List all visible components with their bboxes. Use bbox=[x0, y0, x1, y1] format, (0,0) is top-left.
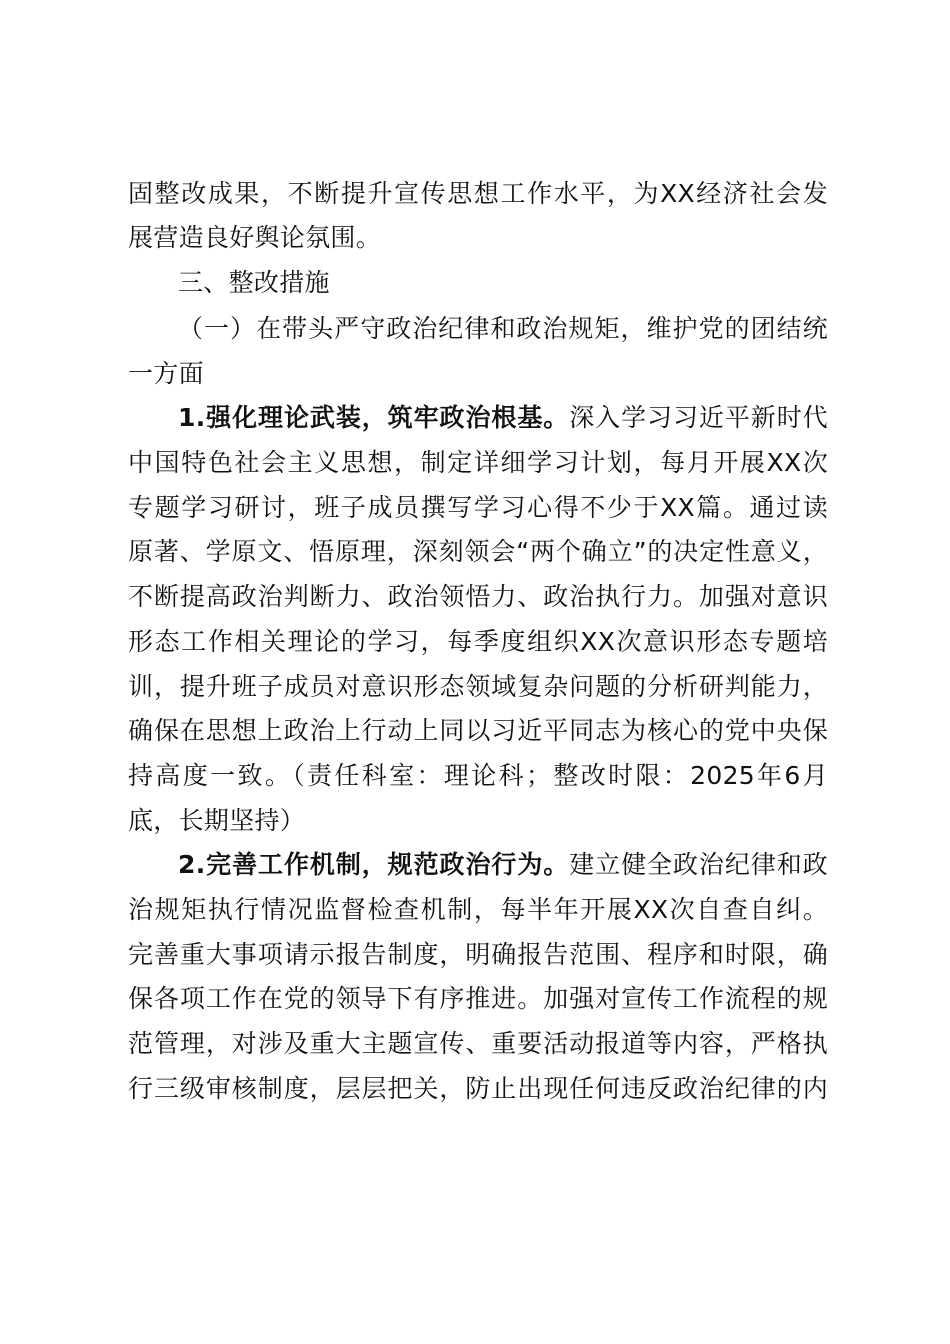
body-text-line: 专题学习研讨，班子成员撰写学习心得不少于XX篇。通过读 bbox=[128, 493, 828, 522]
body-text-line: 形态工作相关理论的学习，每季度组织XX次意识形态专题培 bbox=[128, 627, 828, 656]
body-text-line: 治规矩执行情况监督检查机制，每半年开展XX次自查自纠。 bbox=[128, 895, 828, 924]
body-text-line: 固整改成果，不断提升宣传思想工作水平，为XX经济社会发 bbox=[128, 179, 828, 208]
body-text-line: 行三级审核制度，层层把关，防止出现任何违反政治纪律的内 bbox=[128, 1074, 828, 1103]
body-text-line: 底，长期坚持） bbox=[128, 806, 306, 835]
paragraph-1-lead: 1.强化理论武装，筑牢政治根基。 bbox=[178, 403, 570, 432]
subsection-heading-cont: 一方面 bbox=[128, 359, 204, 388]
paragraph-1-first-line bbox=[178, 398, 828, 438]
subsection-heading: （一）在带头严守政治纪律和政治规矩，维护党的团结统 bbox=[178, 314, 828, 343]
body-text-line: 不断提高政治判断力、政治领悟力、政治执行力。加强对意识 bbox=[128, 582, 828, 611]
body-text-line: 持高度一致。（责任科室：理论科；整改时限：2025年6月 bbox=[128, 761, 828, 790]
body-text-line: 确保在思想上政治上行动上同以习近平同志为核心的党中央保 bbox=[128, 716, 828, 745]
paragraph-2-lead: 2.完善工作机制，规范政治行为。 bbox=[178, 850, 570, 879]
paragraph-1-text: 深入学习习近平新时代 bbox=[569, 403, 828, 432]
body-text-line: 展营造良好舆论氛围。 bbox=[128, 223, 382, 252]
body-text-line: 原著、学原文、悟原理，深刻领会“两个确立”的决定性意义， bbox=[128, 537, 828, 566]
body-text-line: 中国特色社会主义思想，制定详细学习计划，每月开展XX次 bbox=[128, 448, 828, 477]
body-text-line: 范管理，对涉及重大主题宣传、重要活动报道等内容，严格执 bbox=[128, 1029, 828, 1058]
section-heading: 三、整改措施 bbox=[178, 268, 330, 297]
paragraph-2-first-line bbox=[178, 845, 828, 885]
body-text-line: 完善重大事项请示报告制度，明确报告范围、程序和时限，确 bbox=[128, 940, 828, 969]
body-text-line: 保各项工作在党的领导下有序推进。加强对宣传工作流程的规 bbox=[128, 984, 828, 1013]
paragraph-2-text: 建立健全政治纪律和政 bbox=[569, 850, 828, 879]
body-text-line: 训，提升班子成员对意识形态领域复杂问题的分析研判能力， bbox=[128, 672, 828, 701]
